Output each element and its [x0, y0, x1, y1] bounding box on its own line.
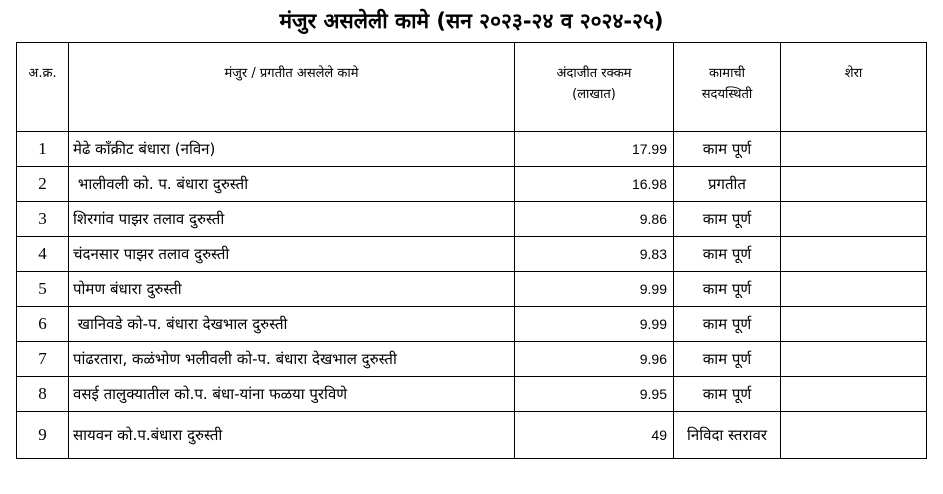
cell-amount: 9.86	[515, 202, 674, 237]
table-row	[17, 272, 927, 307]
cell-serial: 3	[17, 202, 69, 237]
cell-remarks	[781, 132, 927, 167]
table-row	[17, 342, 927, 377]
works-table	[16, 42, 927, 459]
cell-work: पोमण बंधारा दुरुस्ती	[69, 272, 515, 307]
cell-amount: 9.83	[515, 237, 674, 272]
table-row	[17, 377, 927, 412]
cell-status: काम पूर्ण	[674, 307, 781, 342]
cell-amount: 17.99	[515, 132, 674, 167]
table-row	[17, 202, 927, 237]
cell-remarks	[781, 237, 927, 272]
header-status	[674, 43, 781, 132]
cell-work: भालीवली को. प. बंधारा दुरुस्ती	[69, 167, 515, 202]
cell-work: मेढे काँक्रीट बंधारा (नविन)	[69, 132, 515, 167]
header-status-line1: कामाची	[708, 66, 746, 81]
header-serial: अ.क्र.	[17, 43, 69, 132]
cell-status: प्रगतीत	[674, 167, 781, 202]
cell-status: काम पूर्ण	[674, 272, 781, 307]
cell-remarks	[781, 307, 927, 342]
cell-serial: 7	[17, 342, 69, 377]
cell-serial: 9	[17, 412, 69, 459]
cell-amount: 16.98	[515, 167, 674, 202]
page-title: मंजुर असलेली कामे (सन २०२३-२४ व २०२४-२५)	[279, 9, 664, 33]
header-status-line2: सदयस्थिती	[701, 87, 753, 102]
table-row	[17, 132, 927, 167]
cell-work: पांढरतारा, कळंभोण भलीवली को-प. बंधारा देखभाल दुरुस्ती	[69, 342, 515, 377]
cell-amount: 9.99	[515, 272, 674, 307]
table-row	[17, 307, 927, 342]
table-row	[17, 412, 927, 459]
cell-serial: 4	[17, 237, 69, 272]
cell-status: काम पूर्ण	[674, 132, 781, 167]
table-row	[17, 167, 927, 202]
cell-status: निविदा स्तरावर	[674, 412, 781, 459]
cell-status: काम पूर्ण	[674, 237, 781, 272]
table-row	[17, 237, 927, 272]
cell-serial: 1	[17, 132, 69, 167]
cell-status: काम पूर्ण	[674, 202, 781, 237]
cell-status: काम पूर्ण	[674, 342, 781, 377]
cell-work: खानिवडे को-प. बंधारा देखभाल दुरुस्ती	[69, 307, 515, 342]
cell-status: काम पूर्ण	[674, 377, 781, 412]
cell-serial: 2	[17, 167, 69, 202]
header-remarks: शेरा	[781, 43, 927, 132]
header-amount	[515, 43, 674, 132]
table-header-row	[17, 43, 927, 132]
cell-serial: 8	[17, 377, 69, 412]
cell-serial: 6	[17, 307, 69, 342]
cell-work: वसई तालुक्यातील को.प. बंधा-यांना फळया पुरविणे	[69, 377, 515, 412]
cell-amount: 9.99	[515, 307, 674, 342]
cell-remarks	[781, 342, 927, 377]
cell-remarks	[781, 272, 927, 307]
cell-remarks	[781, 167, 927, 202]
cell-amount: 9.95	[515, 377, 674, 412]
header-amount-line1: अंदाजीत रक्कम	[556, 66, 632, 81]
cell-work: सायवन को.प.बंधारा दुरुस्ती	[69, 412, 515, 459]
header-amount-line2: (लाखात)	[572, 87, 616, 102]
cell-work: शिरगांव पाझर तलाव दुरुस्ती	[69, 202, 515, 237]
cell-remarks	[781, 412, 927, 459]
cell-work: चंदनसार पाझर तलाव दुरुस्ती	[69, 237, 515, 272]
cell-remarks	[781, 202, 927, 237]
cell-serial: 5	[17, 272, 69, 307]
cell-amount: 9.96	[515, 342, 674, 377]
header-work: मंजुर / प्रगतीत असलेले कामे	[69, 43, 515, 132]
cell-amount: 49	[515, 412, 674, 459]
cell-remarks	[781, 377, 927, 412]
